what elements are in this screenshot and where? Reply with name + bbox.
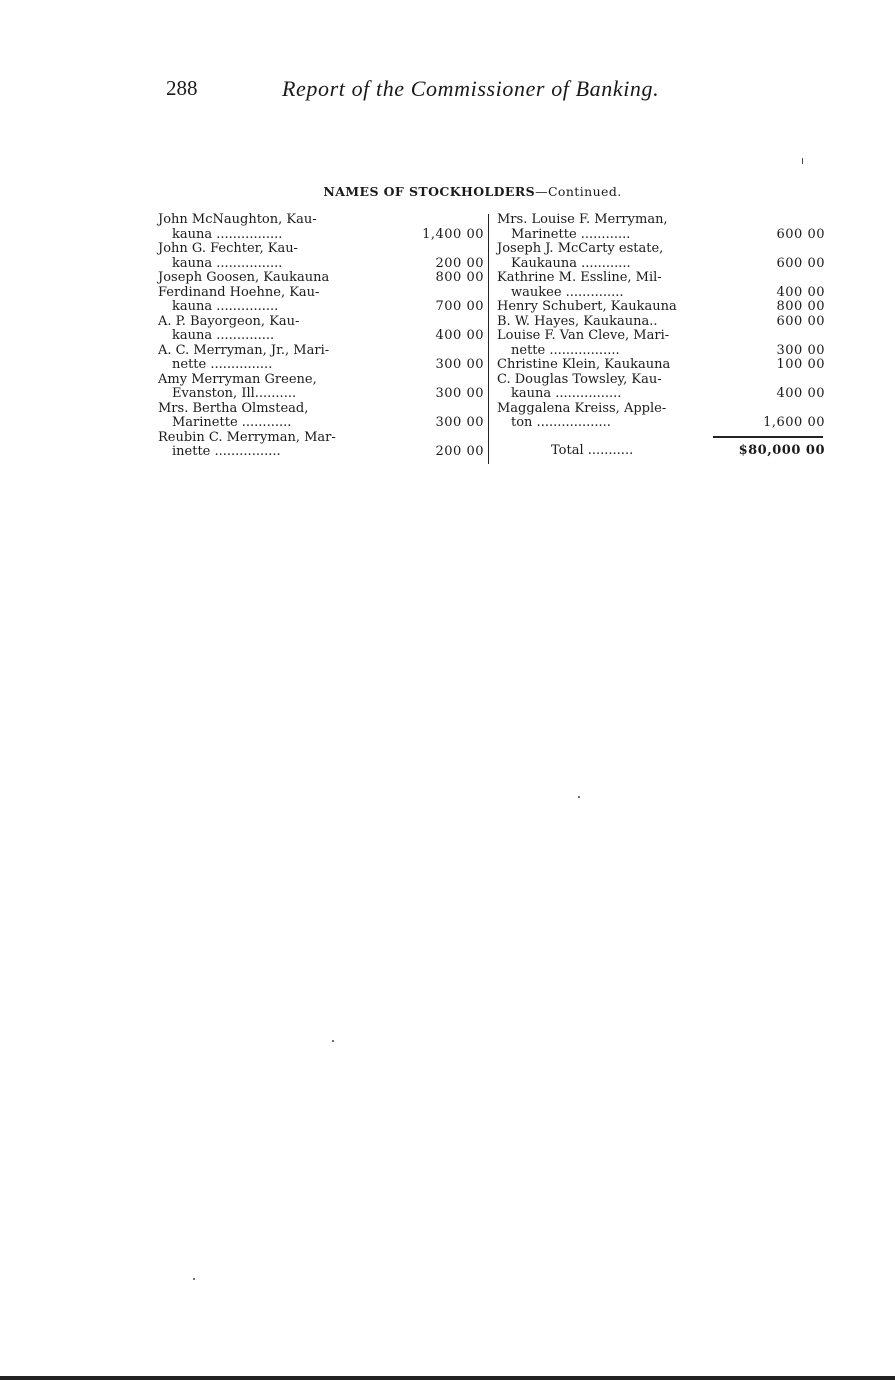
stockholder-amount: 1,600 00 xyxy=(763,415,825,430)
stockholders-left-column xyxy=(158,213,484,460)
stockholder-entry xyxy=(158,271,484,286)
stockholder-name: Mrs. Louise F. Merryman, xyxy=(497,212,668,227)
section-heading-continued: —Continued. xyxy=(535,184,622,199)
stockholder-name-cont: waukee .............. xyxy=(511,284,624,300)
stockholder-amount: 400 00 xyxy=(776,284,825,300)
stockholder-entry xyxy=(497,315,825,330)
stockholder-name-cont: kauna .............. xyxy=(172,328,275,343)
stockholder-name: Joseph J. McCarty estate, xyxy=(497,241,664,256)
stockholder-name-cont: kauna ................ xyxy=(172,226,283,242)
stockholder-name: Louise F. Van Cleve, Mari- xyxy=(497,328,670,343)
stockholder-entry xyxy=(158,402,484,431)
print-speck xyxy=(332,1040,334,1042)
stockholder-name-cont: nette ............... xyxy=(172,357,273,372)
stockholder-entry xyxy=(158,286,484,315)
print-speck xyxy=(802,158,803,164)
page-number: 288 xyxy=(166,76,198,100)
stockholder-name: Reubin C. Merryman, Mar- xyxy=(158,429,336,445)
stockholder-name: John McNaughton, Kau- xyxy=(158,212,317,227)
stockholder-name-cont: kauna ................ xyxy=(511,386,622,401)
stockholder-entry xyxy=(158,315,484,344)
stockholder-name-cont: ton .................. xyxy=(511,415,611,430)
stockholder-name: Ferdinand Hoehne, Kau- xyxy=(158,284,320,300)
stockholder-entry xyxy=(497,242,825,271)
stockholder-amount: 300 00 xyxy=(776,342,825,358)
stockholder-amount: 100 00 xyxy=(776,357,825,372)
stockholder-name-cont: Evanston, Ill.......... xyxy=(172,386,297,401)
stockholder-name-cont: Marinette ............ xyxy=(511,226,631,242)
stockholder-entry xyxy=(497,402,825,431)
stockholder-name: A. C. Merryman, Jr., Mari- xyxy=(158,342,330,358)
stockholder-amount: 800 00 xyxy=(435,270,484,285)
section-heading-caps: NAMES OF STOCKHOLDERS xyxy=(323,184,536,199)
stockholder-amount: 700 00 xyxy=(435,299,484,314)
stockholder-amount: 800 00 xyxy=(776,299,825,314)
stockholder-amount: 400 00 xyxy=(776,386,825,401)
stockholder-entry xyxy=(497,213,825,242)
stockholder-name-cont: inette ................ xyxy=(172,444,281,459)
stockholder-amount: 200 00 xyxy=(435,255,484,271)
stockholder-amount: 600 00 xyxy=(776,255,825,271)
total-rule xyxy=(713,436,823,438)
stockholder-amount: 1,400 00 xyxy=(422,226,484,242)
stockholder-amount: 600 00 xyxy=(776,313,825,329)
stockholder-entry xyxy=(158,373,484,402)
stockholder-entry xyxy=(497,271,825,300)
page-bottom-edge xyxy=(0,1376,895,1380)
stockholder-name: Joseph Goosen, Kaukauna xyxy=(158,270,330,285)
running-title: Report of the Commissioner of Banking. xyxy=(282,76,660,101)
column-divider xyxy=(488,214,489,464)
stockholder-amount: 300 00 xyxy=(435,357,484,372)
print-speck xyxy=(578,796,580,798)
stockholder-name: Kathrine M. Essline, Mil- xyxy=(497,270,662,285)
stockholder-entry xyxy=(497,373,825,402)
stockholder-name-cont: kauna ................ xyxy=(172,255,283,271)
stockholder-name-cont: Kaukauna ............ xyxy=(511,255,631,271)
section-heading xyxy=(0,184,895,199)
stockholder-entry xyxy=(158,431,484,460)
stockholder-name: Henry Schubert, Kaukauna xyxy=(497,299,677,314)
stockholder-name: John G. Fechter, Kau- xyxy=(158,241,298,256)
stockholder-entry xyxy=(497,329,825,358)
stockholder-amount: 600 00 xyxy=(776,226,825,242)
stockholder-amount: 300 00 xyxy=(435,415,484,430)
stockholder-name: C. Douglas Towsley, Kau- xyxy=(497,371,662,387)
stockholder-name-cont: Marinette ............ xyxy=(172,415,292,430)
stockholder-entry xyxy=(497,300,825,315)
stockholder-entry xyxy=(158,213,484,242)
stockholder-entry xyxy=(158,344,484,373)
stockholder-entry xyxy=(158,242,484,271)
stockholder-amount: 400 00 xyxy=(435,328,484,343)
print-speck xyxy=(193,1278,195,1280)
stockholder-name: Christine Klein, Kaukauna xyxy=(497,357,671,372)
stockholder-name: A. P. Bayorgeon, Kau- xyxy=(158,313,300,329)
stockholder-amount: 300 00 xyxy=(435,386,484,401)
total-amount: $80,000 00 xyxy=(738,443,825,458)
total-label: Total ........... xyxy=(551,443,634,458)
stockholder-name: Amy Merryman Greene, xyxy=(158,371,317,387)
stockholder-name: Maggalena Kreiss, Apple- xyxy=(497,400,667,416)
stockholder-entry xyxy=(497,358,825,373)
stockholder-name-cont: kauna ............... xyxy=(172,299,279,314)
total-entry xyxy=(497,444,825,459)
stockholder-name-cont: nette ................. xyxy=(511,342,620,358)
stockholder-name: B. W. Hayes, Kaukauna.. xyxy=(497,313,658,329)
stockholder-amount: 200 00 xyxy=(435,444,484,459)
stockholders-right-column xyxy=(497,213,825,431)
stockholder-name: Mrs. Bertha Olmstead, xyxy=(158,400,309,416)
